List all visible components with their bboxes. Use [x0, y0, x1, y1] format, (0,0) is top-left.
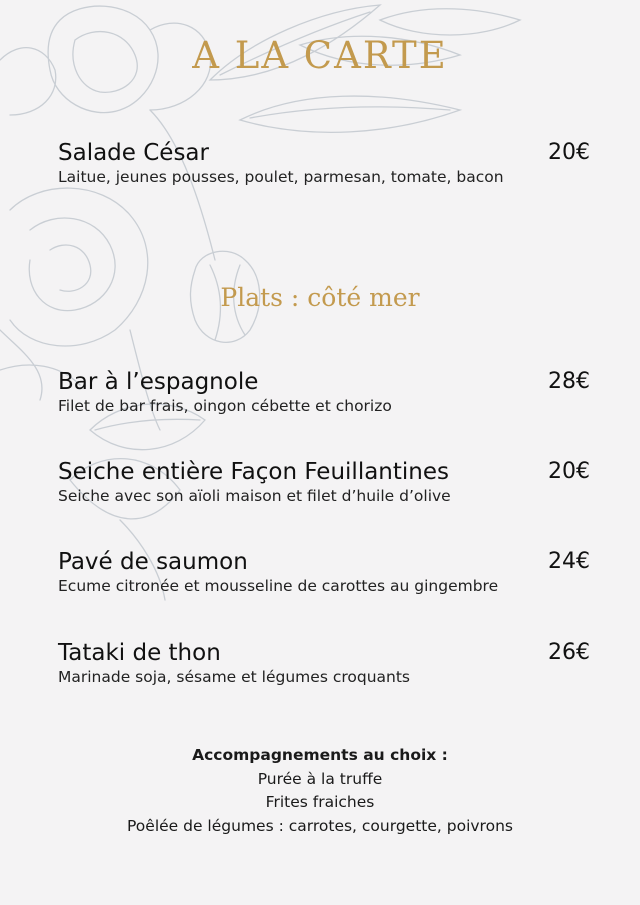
side-item: Purée à la truffe: [257, 769, 383, 788]
floral-leaf: [380, 9, 520, 35]
dish-price: 24€: [548, 549, 590, 574]
dish-seiche: [58, 458, 590, 506]
floral-leaf: [240, 96, 460, 132]
dish-description: Filet de bar frais, oingon cébette et chorizo: [58, 397, 392, 415]
dish-description: Ecume citronée et mousseline de carottes au gingembre: [58, 577, 499, 595]
sides-block: [0, 744, 640, 838]
dish-price: 26€: [548, 640, 590, 665]
side-item: Poêlée de légumes : carrotes, courgette, poivrons: [127, 816, 513, 835]
dish-name: Salade César: [58, 140, 209, 166]
dish-price: 20€: [548, 459, 590, 484]
dish-description: Marinade soja, sésame et légumes croquants: [58, 668, 410, 686]
dish-price: 28€: [548, 369, 590, 394]
side-item: Frites fraiches: [265, 793, 375, 811]
floral-leaf: [250, 107, 450, 118]
dish-tataki-thon: [58, 639, 590, 687]
dish-name: Bar à l’espagnole: [58, 369, 259, 395]
dish-price: 20€: [548, 140, 590, 165]
dish-pave-saumon: [58, 548, 590, 596]
sides-title: Accompagnements au choix :: [192, 746, 448, 764]
dish-description: Seiche avec son aïoli maison et filet d’huile d’olive: [58, 487, 451, 505]
dish-name: Tataki de thon: [58, 640, 221, 666]
floral-leaf: [95, 419, 200, 430]
section-title: Plats : côté mer: [220, 283, 420, 312]
dish-name: Seiche entière Façon Feuillantines: [58, 459, 449, 485]
floral-petal: [10, 188, 148, 346]
dish-description: Laitue, jeunes pousses, poulet, parmesan, tomate, bacon: [58, 168, 504, 186]
dish-bar-espagnole: [58, 368, 590, 416]
page-title: A LA CARTE: [192, 34, 448, 77]
dish-salade-cesar: [58, 139, 590, 187]
dish-name: Pavé de saumon: [58, 549, 248, 575]
floral-petal: [0, 330, 42, 400]
